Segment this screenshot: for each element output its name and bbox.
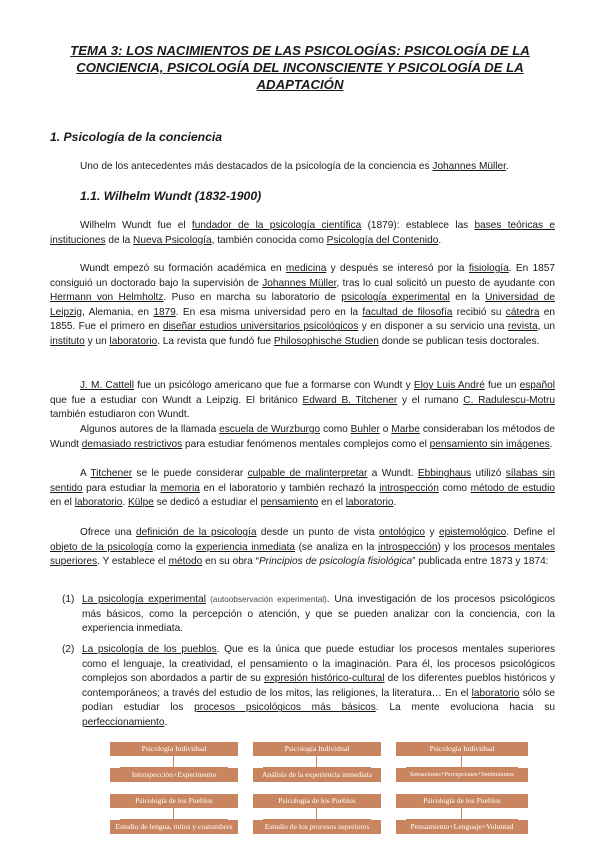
section-heading-1: 1. Psicología de la conciencia [50, 130, 223, 144]
diagram-box-pueblos-3: Psicología de los Pueblos [396, 794, 528, 808]
diagram-box-individual-2: Psicología Individual [253, 742, 381, 756]
diagram-box-object-2: Estudio de los procesos superiores [253, 820, 381, 834]
diagram-connector [461, 756, 462, 767]
diagram-box-object-3: Pensamiento+Lenguaje+Voluntad [396, 820, 528, 834]
document-title: TEMA 3: LOS NACIMIENTOS DE LAS PSICOLOGÍAS: PSICOLOGÍA DE LA CONCIENCIA, PSICOLOGÍA DEL INCONSCIENTE Y PSICOLOGÍA DE LA ADAPTACIÓN [70, 43, 530, 92]
diagram-box-pueblos-1: Psicología de los Pueblos [110, 794, 238, 808]
paragraph-wundt-career: Wundt empezó su formación académica en medicina y después se interesó por la fisiología. En 1857 consiguió un doctorado bajo la supervisión de Johannes Müller, tras lo cual solicitó un puesto de ayudante con Hermann von Helmholtz. Puso en marcha su laboratorio de psicología experimental en la Universidad de Leipzig, Alemania, en 1879. En esa misma universidad pero en la facultad de filosofía recibió su cátedra en 1855. Fue el primero en diseñar estudios universitarios psicológicos y en disponer a su servicio una revista, un instituto y un laboratorio. La revista que fundó fue Philosophische Studien donde se publican tesis doctorales. [50, 263, 556, 347]
diagram-connector [173, 756, 174, 767]
diagram-connector [173, 808, 174, 819]
diagram-box-individual-3: Psicología Individual [396, 742, 528, 756]
paragraph-definition: Ofrece una definición de la psicología desde un punto de vista ontológico y epistemológico. Define el objeto de la psicología como la experiencia inmediata (se analiza en la introspección) y los procesos mentales superiores. Y establece el método en su obra “Principios de psicología fisiológica” publicada entre 1873 y 1874: [50, 527, 555, 568]
section-heading-1-1: 1.1. Wilhelm Wundt (1832-1900) [80, 189, 262, 203]
diagram-box-method-1: Introspección+Experimento [110, 768, 238, 782]
diagram-connector [316, 808, 317, 819]
diagram-connector [316, 756, 317, 767]
psychology-diagram [110, 742, 528, 839]
diagram-box-object-1: Estudio de lengua, mitos y costumbres [110, 820, 238, 834]
diagram-box-pueblos-2: Psicología de los Pueblos [253, 794, 381, 808]
paragraph-titchener: A Titchener se le puede considerar culpable de malinterpretar a Wundt. Ebbinghaus utilizó sílabas sin sentido para estudiar la memoria en el laboratorio y también rechazó la introspección como método de estudio en el laboratorio. Külpe se dedicó a estudiar el pensamiento en el laboratorio. [50, 468, 556, 509]
link-johannes-muller: Johannes Müller [432, 161, 506, 172]
paragraph-students: J. M. Cattell fue un psicólogo americano que fue a formarse con Wundt y Eloy Luis André fue un español que fue a estudiar con Wundt a Leipzig. El británico Edward B. Titchener y el rumano C. Radulescu-Motru también estudiaron con Wundt. [50, 380, 555, 421]
paragraph-wurzburgo: Algunos autores de la llamada escuela de Wurzburgo como Buhler o Marbe consideraban los métodos de Wundt demasiado restrictivos para estudiar fenómenos mentales complejos como el pensamiento sin imágenes. [50, 424, 555, 450]
diagram-box-individual-1: Psicología Individual [110, 742, 238, 756]
diagram-connector [461, 808, 462, 819]
list-item-psicologia-experimental: (1) La psicología experimental (autoobservación experimental). Una investigación de los procesos psicológicos más básicos, como la percepción o atención, y que se pueden analizar con la conciencia, con la experiencia inmediata. [62, 594, 555, 635]
list-item-psicologia-pueblos: (2) La psicología de los pueblos. Que es la única que puede estudiar los procesos mentales superiores como el lenguaje, la creatividad, el pensamiento o la imaginación. Para él, los procesos psicológicos complejos son abordados a partir de su expresión histórico-cultural de los diferentes pueblos históricos y contemporáneos; a través del estudio de los mitos, las religiones, la literatura… En el laboratorio sólo se podían estudiar los procesos psicológicos más básicos. La mente evoluciona hacia su perfeccionamiento. [62, 644, 556, 728]
diagram-box-method-2: Análisis de la experiencia inmediata [253, 768, 381, 782]
intro-paragraph: Uno de los antecedentes más destacados de la psicología de la conciencia es Johannes Müller. [80, 161, 509, 172]
diagram-box-method-3: Sensaciones+Percepciones+Sentimientos [396, 768, 528, 782]
paragraph-wundt-founder: Wilhelm Wundt fue el fundador de la psicología científica (1879): establece las bases teóricas e instituciones de la Nueva Psicología, también conocida como Psicología del Contenido. [50, 220, 555, 246]
